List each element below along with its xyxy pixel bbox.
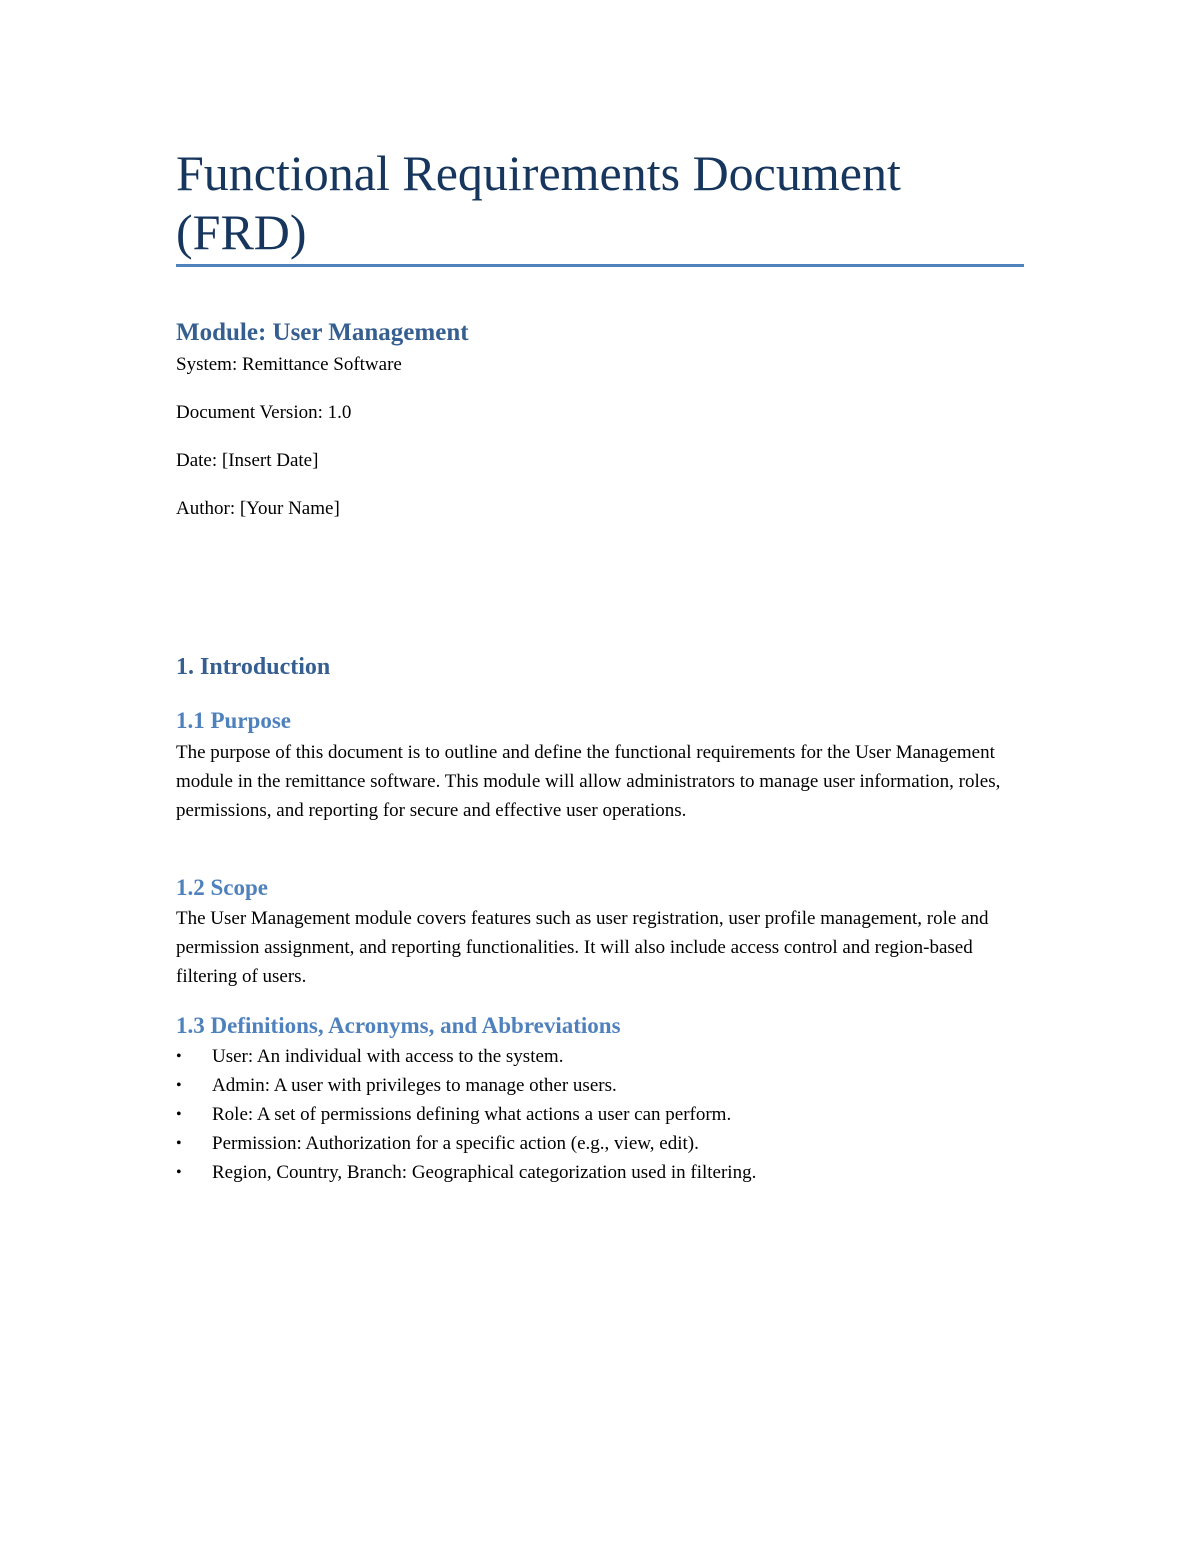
purpose-heading: 1.1 Purpose (176, 708, 291, 733)
bullet-icon: • (176, 1048, 182, 1065)
list-item (176, 1042, 1024, 1071)
system-line: System: Remittance Software (176, 354, 402, 375)
definitions-heading: 1.3 Definitions, Acronyms, and Abbreviations (176, 1013, 621, 1038)
bullet-icon: • (176, 1164, 182, 1181)
document-title: Functional Requirements Document (FRD) (176, 145, 901, 260)
bullet-icon: • (176, 1106, 182, 1123)
version-line: Document Version: 1.0 (176, 402, 352, 423)
title-underline (176, 264, 1024, 267)
bullet-icon: • (176, 1135, 182, 1152)
scope-heading: 1.2 Scope (176, 875, 268, 900)
definition-text: Permission: Authorization for a specific action (e.g., view, edit). (212, 1133, 699, 1154)
bullet-icon: • (176, 1077, 182, 1094)
scope-paragraph: The User Management module covers features such as user registration, user profile management, role and permission assignment, and reporting functionalities. It will also include access control and region-based filtering of users. (176, 908, 989, 987)
purpose-paragraph: The purpose of this document is to outline and define the functional requirements for the User Management module in the remittance software. This module will allow administrators to manage user information, roles, permissions, and reporting for secure and effective user operations. (176, 742, 1001, 821)
module-heading: Module: User Management (176, 319, 469, 346)
list-item (176, 1100, 1024, 1129)
definition-text: Admin: A user with privileges to manage other users. (212, 1075, 617, 1096)
definition-text: Role: A set of permissions defining what actions a user can perform. (212, 1104, 732, 1125)
definition-text: User: An individual with access to the system. (212, 1046, 564, 1067)
date-line: Date: [Insert Date] (176, 450, 319, 471)
list-item (176, 1158, 1024, 1187)
author-line: Author: [Your Name] (176, 498, 340, 519)
list-item (176, 1129, 1024, 1158)
introduction-heading: 1. Introduction (176, 654, 331, 680)
definition-text: Region, Country, Branch: Geographical categorization used in filtering. (212, 1162, 757, 1183)
list-item (176, 1071, 1024, 1100)
definitions-list (176, 1042, 1024, 1187)
